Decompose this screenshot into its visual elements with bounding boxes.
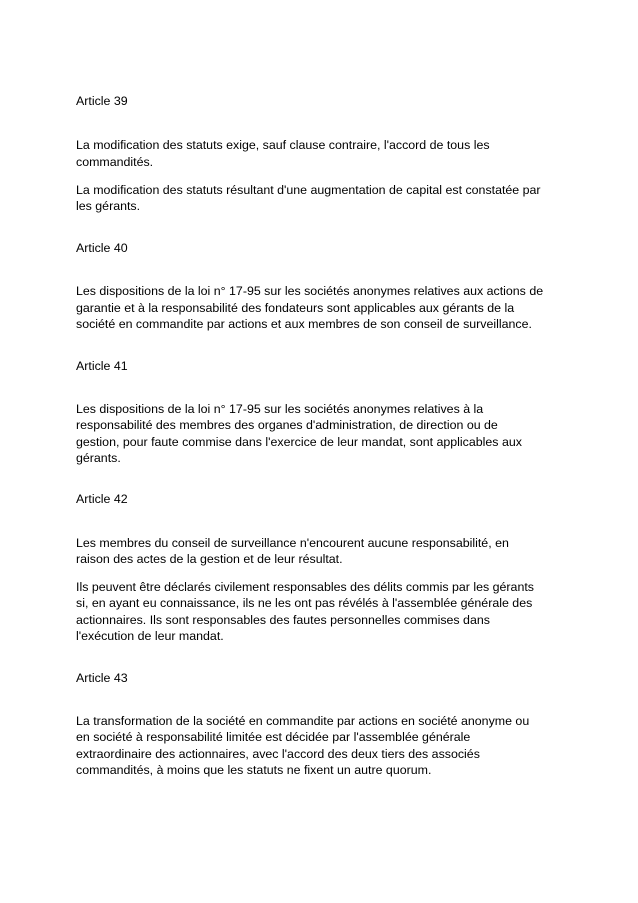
article-39-text-line: La modification des statuts résultant d'une augmentation de capital est constatée par	[76, 183, 541, 197]
article-42-heading: Article 42	[76, 492, 128, 506]
article-40-text-line: garantie et à la responsabilité des fondateurs sont applicables aux gérants de la	[76, 301, 515, 315]
article-40-text-line: Les dispositions de la loi n° 17-95 sur les sociétés anonymes relatives aux actions de	[76, 284, 544, 298]
article-43-text-line: en société à responsabilité limitée est décidée par l'assemblée générale	[76, 730, 471, 744]
article-42-text-line: Les membres du conseil de surveillance n'encourent aucune responsabilité, en	[76, 536, 509, 550]
article-40-heading: Article 40	[76, 241, 128, 255]
article-42-text-line: Ils peuvent être déclarés civilement responsables des délits commis par les gérants	[76, 580, 534, 594]
article-41-text-line: gestion, pour faute commise dans l'exercice de leur mandat, sont applicables aux	[76, 435, 522, 449]
article-39-heading: Article 39	[76, 94, 128, 108]
article-39-text-line: les gérants.	[76, 199, 141, 213]
article-41-text-line: responsabilité des membres des organes d'administration, de direction ou de	[76, 418, 498, 432]
article-41-text-line: Les dispositions de la loi n° 17-95 sur les sociétés anonymes relatives à la	[76, 402, 484, 416]
article-43-text-line: extraordinaire des actionnaires, avec l'accord des deux tiers des associés	[76, 747, 480, 761]
article-39-text-line: commandités.	[76, 155, 154, 169]
article-42-text-line: raison des actes de la gestion et de leur résultat.	[76, 552, 343, 566]
article-40-text-line: société en commandite par actions et aux membres de son conseil de surveillance.	[76, 317, 532, 331]
article-42-text-line: l'exécution de leur mandat.	[76, 629, 224, 643]
article-41-text-line: gérants.	[76, 451, 121, 465]
article-42-text-line: actionnaires. Ils sont responsables des fautes personnelles commises dans	[76, 613, 490, 627]
article-43-text-line: La transformation de la société en commandite par actions en société anonyme ou	[76, 714, 530, 728]
article-43-text-line: commandités, à moins que les statuts ne fixent un autre quorum.	[76, 763, 432, 777]
article-42-text-line: si, en ayant eu connaissance, ils ne les ont pas révélés à l'assemblée générale des	[76, 596, 533, 610]
article-41-heading: Article 41	[76, 359, 128, 373]
article-43-heading: Article 43	[76, 671, 128, 685]
article-39-text-line: La modification des statuts exige, sauf clause contraire, l'accord de tous les	[76, 138, 490, 152]
